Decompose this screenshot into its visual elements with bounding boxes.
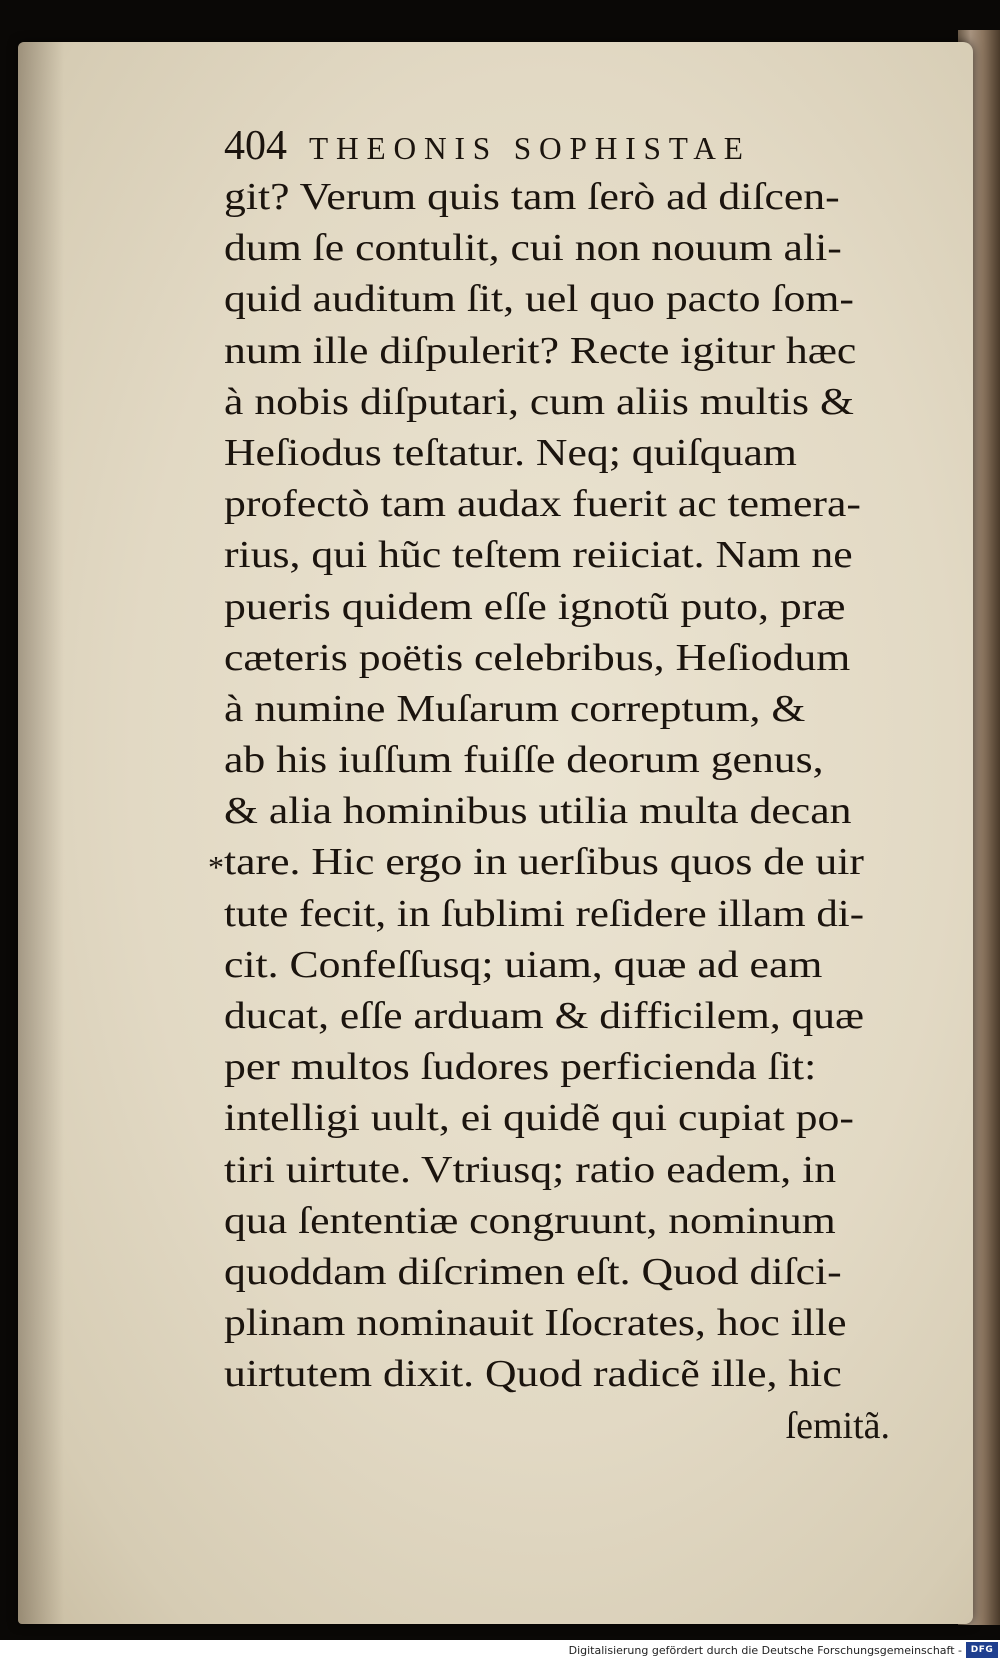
- text-line: à numine Muſarum correptum, &: [224, 687, 806, 730]
- text-line: cit. Confeſſusq; uiam, quæ ad eam: [224, 943, 823, 986]
- digitization-credit: Digitalisierung gefördert durch die Deutsche Forschungsgemeinschaft -: [568, 1644, 962, 1657]
- text-line: ſemitã.: [785, 1404, 890, 1447]
- text-line: ducat, eſſe arduam & difficilem, quæ: [224, 995, 864, 1037]
- text-line: dum ſe contulit, cui non nouum ali-: [224, 227, 842, 270]
- text-line: quoddam diſcrimen eſt. Quod diſci-: [224, 1250, 842, 1293]
- text-line: tare. Hic ergo in uerſibus quos de uir: [224, 841, 864, 884]
- text-line: Heſiodus teſtatur. Neq; quiſquam: [224, 431, 797, 474]
- text-line: git? Verum quis tam ſerò ad diſcen-: [224, 176, 840, 218]
- text-line: pueris quidem eſſe ignotũ puto, præ: [224, 585, 846, 628]
- text-line: per multos ſudores perficienda ſit:: [224, 1046, 817, 1089]
- text-line: num ille diſpulerit? Recte igitur hæc: [224, 329, 857, 372]
- text-line: uirtutem dixit. Quod radicẽ ille, hic: [224, 1353, 842, 1396]
- body-text: [224, 172, 914, 1452]
- text-block: [224, 108, 914, 1452]
- dfg-logo: DFG: [966, 1642, 998, 1658]
- margin-asterisk: *: [208, 849, 224, 885]
- text-line: ab his iuſſum fuiſſe deorum genus,: [224, 739, 824, 782]
- footer-bar: [0, 1640, 1000, 1661]
- text-line: plinam nominauit Iſocrates, hoc ille: [224, 1302, 847, 1345]
- text-line: intelligi uult, ei quidẽ qui cupiat po-: [224, 1097, 854, 1140]
- text-line: rius, qui hũc teſtem reiiciat. Nam ne: [224, 534, 853, 577]
- page-gutter-shadow: [18, 42, 64, 1624]
- page-number: 404: [224, 123, 287, 169]
- running-title: THEONIS SOPHISTAE: [309, 130, 751, 166]
- running-head: [224, 108, 914, 172]
- text-line: qua ſententiæ congruunt, nominum: [224, 1199, 836, 1242]
- text-line: quid auditum ſit, uel quo pacto ſom-: [224, 278, 854, 321]
- text-line: profectò tam audax fuerit ac temera-: [224, 483, 861, 526]
- text-line: tiri uirtute. Vtriusq; ratio eadem, in: [224, 1148, 837, 1191]
- text-line: tute fecit, in ſublimi reſidere illam di-: [224, 892, 864, 935]
- text-line: cæteris poëtis celebribus, Heſiodum: [224, 636, 851, 679]
- text-line: & alia hominibus utilia multa decan: [224, 790, 852, 833]
- text-line: à nobis diſputari, cum aliis multis &: [224, 380, 854, 423]
